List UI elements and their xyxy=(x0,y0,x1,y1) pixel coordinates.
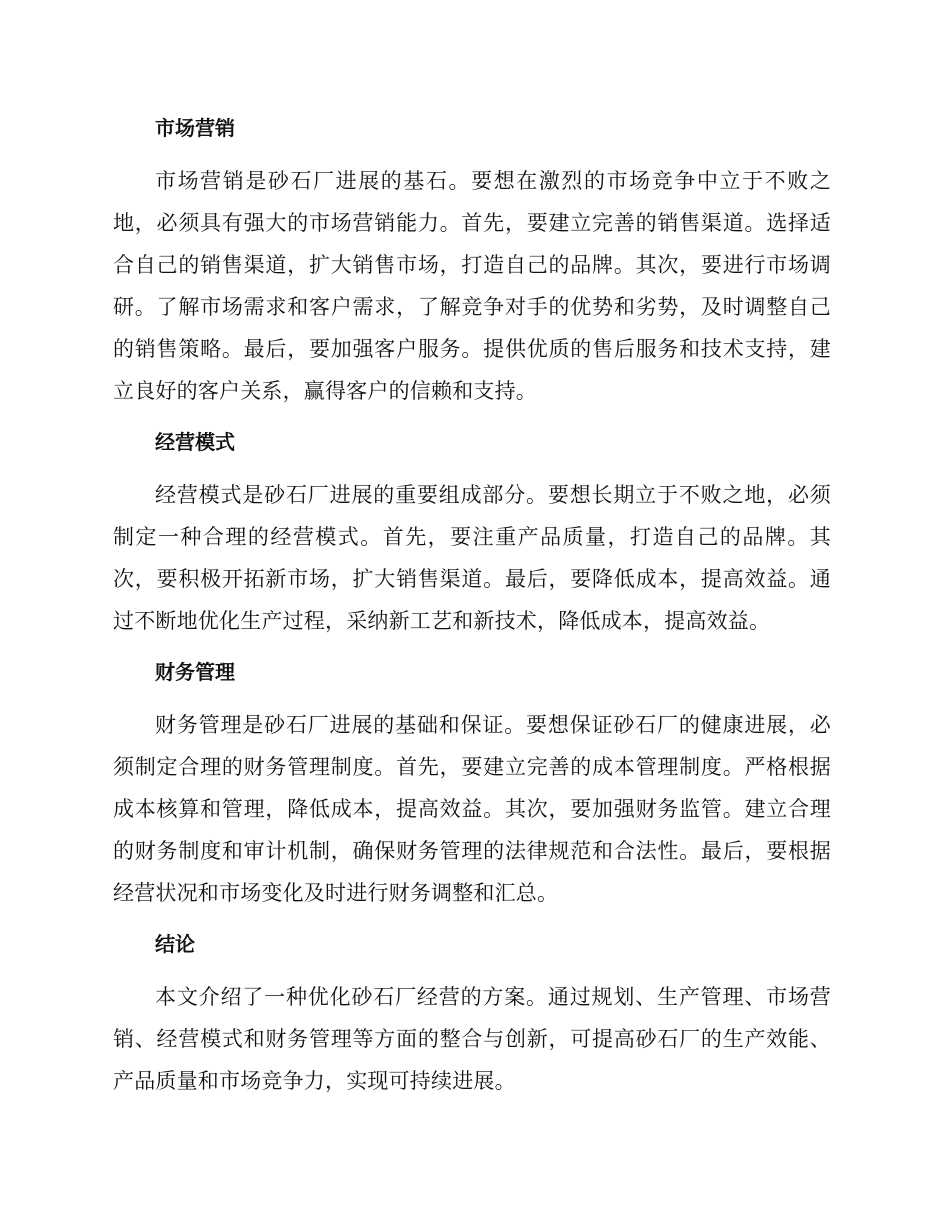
section-paragraph: 财务管理是砂石厂进展的基础和保证。要想保证砂石厂的健康进展，必须制定合理的财务管理制度。首先，要建立完善的成本管理制度。严格根据成本核算和管理，降低成本，提高效益。其次，要加强财务监管。建立合理的财务制度和审计机制，确保财务管理的法律规范和合法性。最后，要根据经营状况和市场变化及时进行财务调整和汇总。 xyxy=(113,713,831,905)
section-paragraph: 市场营销是砂石厂进展的基石。要想在激烈的市场竞争中立于不败之地，必须具有强大的市场营销能力。首先，要建立完善的销售渠道。选择适合自己的销售渠道，扩大销售市场，打造自己的品牌。其次，要进行市场调研。了解市场需求和客户需求，了解竞争对手的优势和劣势，及时调整自己的销售策略。最后，要加强客户服务。提供优质的售后服务和技术支持，建立良好的客户关系，赢得客户的信赖和支持。 xyxy=(113,169,831,403)
section-conclusion xyxy=(113,924,831,1102)
section-business-model xyxy=(113,422,831,642)
section-heading: 市场营销 xyxy=(155,116,235,140)
document-page xyxy=(113,108,831,1112)
section-paragraph: 本文介绍了一种优化砂石厂经营的方案。通过规划、生产管理、市场营销、经营模式和财务管理等方面的整合与创新，可提高砂石厂的生产效能、产品质量和市场竞争力，实现可持续进展。 xyxy=(113,985,831,1093)
section-paragraph: 经营模式是砂石厂进展的重要组成部分。要想长期立于不败之地，必须制定一种合理的经营模式。首先，要注重产品质量，打造自己的品牌。其次，要积极开拓新市场，扩大销售渠道。最后，要降低成本，提高效益。通过不断地优化生产过程，采纳新工艺和新技术，降低成本，提高效益。 xyxy=(113,483,831,633)
section-finance xyxy=(113,652,831,914)
section-heading: 结论 xyxy=(155,932,195,956)
section-heading: 财务管理 xyxy=(155,660,235,684)
section-heading: 经营模式 xyxy=(155,430,235,454)
section-marketing xyxy=(113,108,831,412)
